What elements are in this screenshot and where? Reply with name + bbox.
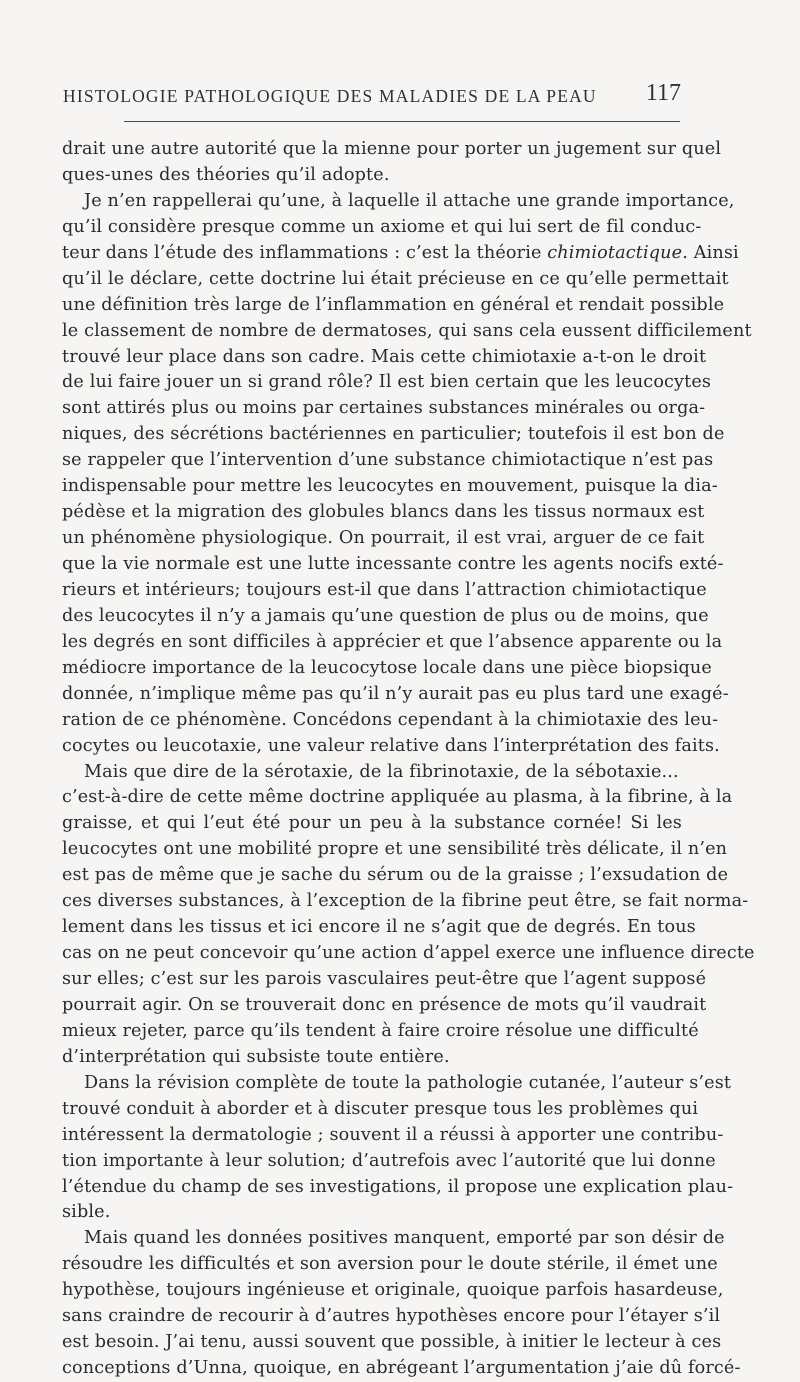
text-line: ces diverses substances, à l’exception de la fibrine peut être, se fait norma- (62, 891, 749, 912)
text-segment: teur dans l’étude des inflammations : c’est la théorie (62, 242, 542, 263)
text-line: une définition très large de l’inflammation en général et rendait possible (62, 294, 725, 315)
text-line: tion importante à leur solution; d’autrefois avec l’autorité que lui donne (62, 1150, 716, 1171)
text-line: se rappeler que l’intervention d’une substance chimiotactique n’est pas (62, 450, 714, 471)
text-line: mieux rejeter, parce qu’ils tendent à faire croire résolue une difficulté (62, 1020, 699, 1041)
text-line: l’étendue du champ de ses investigations, il propose une explication plau- (62, 1176, 734, 1197)
text-line: le classement de nombre de dermatoses, qui sans cela eussent difficilement (62, 320, 752, 341)
text-segment: Ainsi (693, 242, 739, 263)
text-line: qu’il le déclare, cette doctrine lui était précieuse en ce qu’elle permettait (62, 268, 729, 289)
text-line (62, 241, 739, 267)
text-line: conceptions d’Unna, quoique, en abrégeant l’argumentation j’aie dû forcé- (62, 1358, 741, 1379)
text-line: c’est-à-dire de cette même doctrine appliquée au plasma, à la fibrine, à la (62, 787, 733, 808)
text-line: de lui faire jouer un si grand rôle? Il est bien certain que les leucocytes (62, 372, 712, 393)
text-line: cocytes ou leucotaxie, une valeur relative dans l’interprétation des faits. (62, 735, 720, 756)
text-line: un phénomène physiologique. On pourrait, il est vrai, arguer de ce fait (62, 528, 705, 549)
text-line: trouvé conduit à aborder et à discuter presque tous les problèmes qui (62, 1098, 699, 1119)
text-line: graisse, et qui l’eut été pour un peu à la substance cornée! Si les (62, 813, 682, 834)
text-line: résoudre les difficultés et son aversion pour le doute stérile, il émet une (62, 1254, 718, 1275)
text-line: Mais quand les données positives manquent, emporté par son désir de (84, 1228, 725, 1249)
text-line: ques-unes des théories qu’il adopte. (62, 164, 390, 185)
text-line: indispensable pour mettre les leucocytes en mouvement, puisque la dia- (62, 476, 718, 497)
header-rule (124, 121, 680, 122)
text-line: sible. (62, 1202, 111, 1223)
text-line: cas on ne peut concevoir qu’une action d’appel exerce une influence directe (62, 943, 755, 964)
text-line: donnée, n’implique même pas qu’il n’y aurait pas eu plus tard une exagé- (62, 683, 729, 704)
text-line: leucocytes ont une mobilité propre et une sensibilité très délicate, il n’en (62, 839, 728, 860)
text-line: sont attirés plus ou moins par certaines substances minérales ou orga- (62, 398, 706, 419)
text-line: hypothèse, toujours ingénieuse et originale, quoique parfois hasardeuse, (62, 1280, 724, 1301)
text-line: intéressent la dermatologie ; souvent il a réussi à apporter une contribu- (62, 1124, 724, 1145)
text-line: est pas de même que je sache du sérum ou de la graisse ; l’exsudation de (62, 865, 729, 886)
text-line: rieurs et intérieurs; toujours est-il que dans l’attraction chimiotactique (62, 579, 707, 600)
text-line: Dans la révision complète de toute la pathologie cutanée, l’auteur s’est (84, 1072, 732, 1093)
text-line: Je n’en rappellerai qu’une, à laquelle il attache une grande importance, (84, 190, 735, 211)
text-line: d’interprétation qui subsiste toute entière. (62, 1046, 450, 1067)
text-line: ration de ce phénomène. Concédons cependant à la chimiotaxie des leu- (62, 709, 719, 730)
text-line: drait une autre autorité que la mienne pour porter un jugement sur quel (62, 139, 722, 159)
text-line: pédèse et la migration des globules blancs dans les tissus normaux est (62, 502, 705, 523)
text-line: que la vie normale est une lutte incessante contre les agents nocifs exté- (62, 554, 724, 574)
running-title: HISTOLOGIE PATHOLOGIQUE DES MALADIES DE LA PEAU (63, 86, 597, 106)
text-line: niques, des sécrétions bactériennes en particulier; toutefois il est bon de (62, 424, 725, 445)
text-line: trouvé leur place dans son cadre. Mais cette chimiotaxie a-t-on le droit (62, 346, 707, 367)
emphasized-term: chimiotactique. (547, 242, 688, 263)
text-line: sans craindre de recourir à d’autres hypothèses encore pour l’étayer s’il (62, 1306, 721, 1327)
text-line: est besoin. J’ai tenu, aussi souvent que possible, à initier le lecteur à ces (62, 1332, 722, 1353)
text-line: pourrait agir. On se trouverait donc en présence de mots qu’il vaudrait (62, 994, 707, 1015)
text-line: lement dans les tissus et ici encore il ne s’agit que de degrés. En tous (62, 917, 696, 938)
text-line: qu’il considère presque comme un axiome et qui lui sert de fil conduc- (62, 216, 702, 237)
text-line: Mais que dire de la sérotaxie, de la fibrinotaxie, de la sébotaxie... (84, 761, 679, 782)
text-line: sur elles; c’est sur les parois vasculaires peut-être que l’agent supposé (62, 969, 707, 989)
running-head (63, 80, 683, 114)
text-line: médiocre importance de la leucocytose locale dans une pièce biopsique (62, 657, 712, 678)
text-line: les degrés en sont difficiles à apprécier et que l’absence apparente ou la (62, 631, 723, 652)
text-line: des leucocytes il n’y a jamais qu’une question de plus ou de moins, que (62, 605, 709, 626)
page-number: 117 (645, 80, 681, 106)
body-text (62, 137, 755, 1382)
